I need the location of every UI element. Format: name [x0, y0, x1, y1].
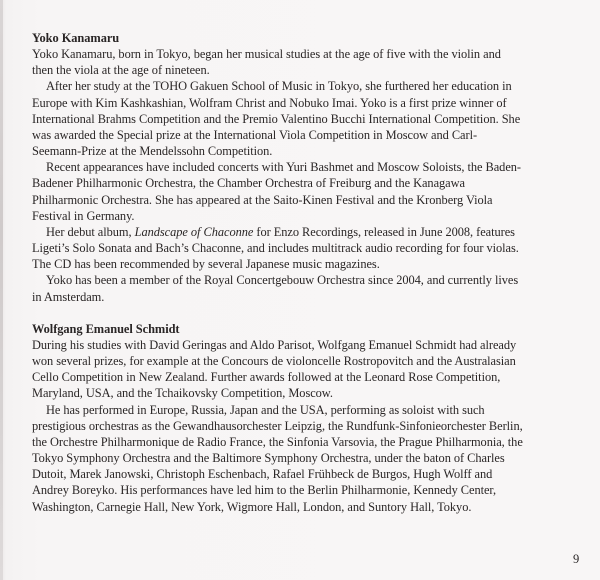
text-line: Maryland, USA, and the Tchaikovsky Competition, Moscow. — [32, 386, 333, 401]
paragraph — [32, 46, 592, 78]
text-line: Philharmonic Orchestra. She has appeared at the Saito-Kinen Festival and the Kronberg Viola — [32, 192, 493, 207]
text-line: Badener Philharmonic Orchestra, the Chamber Orchestra of Freiburg and the Kanagawa — [32, 176, 465, 191]
text-line: won several prizes, for example at the Concours de violoncelle Rostropovitch and the Australasian — [32, 354, 516, 369]
text-line: Dutoit, Marek Janowski, Christoph Eschenbach, Rafael Frühbeck de Burgos, Hugh Wolff and — [32, 467, 493, 482]
text-line: Washington, Carnegie Hall, New York, Wigmore Hall, London, and Suntory Hall, Tokyo. — [32, 499, 472, 514]
bio-section-wolfgang-emanuel-schmidt — [32, 321, 592, 515]
text-line: Festival in Germany. — [32, 208, 135, 223]
text-line: After her study at the TOHO Gakuen School of Music in Tokyo, she furthered her education in — [46, 79, 512, 94]
text-line: Cello Competition in New Zealand. Further awards followed at the Leonard Rose Competition, — [32, 370, 501, 385]
text-line: Andrey Boreyko. His performances have led him to the Berlin Philharmonie, Kennedy Center, — [32, 483, 497, 498]
paragraph — [32, 224, 592, 272]
paragraph — [32, 78, 592, 159]
page-content — [32, 30, 592, 515]
text-line: Seemann-Prize at the Mendelssohn Competition. — [32, 144, 273, 159]
text-line: The CD has been recommended by several Japanese music magazines. — [32, 257, 380, 272]
text-line: Yoko Kanamaru, born in Tokyo, began her musical studies at the age of five with the violin and — [32, 47, 501, 62]
text-line: was awarded the Special prize at the International Viola Competition in Moscow and Carl- — [32, 127, 478, 142]
paragraph — [32, 402, 592, 515]
text-line: prestigious orchestras as the Gewandhausorchester Leipzig, the Rundfunk-Sinfonieorchester Berlin, — [32, 418, 523, 433]
album-title: Landscape of Chaconne — [134, 224, 254, 239]
paragraph — [32, 337, 592, 402]
text-line: Europe with Kim Kashkashian, Wolfram Christ and Nobuko Imai. Yoko is a first prize winner of — [32, 95, 507, 110]
text-line: Tokyo Symphony Orchestra and the Baltimore Symphony Orchestra, under the baton of Charles — [32, 451, 505, 466]
text-line: Ligeti’s Solo Sonata and Bach’s Chaconne, and includes multitrack audio recording for four violas. — [32, 241, 519, 256]
text-line: Recent appearances have included concerts with Yuri Bashmet and Moscow Soloists, the Baden- — [46, 160, 521, 175]
text-line: in Amsterdam. — [32, 289, 105, 304]
text-line: During his studies with David Geringas and Aldo Parisot, Wolfgang Emanuel Schmidt had already — [32, 337, 517, 352]
page-number: 9 — [573, 552, 580, 566]
paragraph — [32, 159, 592, 224]
text-line: the Orchestre Philharmonique de Radio France, the Sinfonia Varsovia, the Prague Philharmonia, the — [32, 434, 523, 449]
text-line: He has performed in Europe, Russia, Japan and the USA, performing as soloist with such — [46, 402, 485, 417]
text-line: International Brahms Competition and the Premio Valentino Bucchi International Competition. She — [32, 111, 521, 126]
text-line — [32, 224, 592, 240]
text-line: Yoko has been a member of the Royal Concertgebouw Orchestra since 2004, and currently lives — [46, 273, 519, 288]
section-heading: Yoko Kanamaru — [32, 31, 120, 45]
paragraph — [32, 272, 592, 304]
text-run: for Enzo Recordings, released in June 2008, features — [253, 224, 515, 239]
text-run: Her debut album, — [46, 224, 135, 239]
page-edge-shadow — [0, 0, 3, 580]
section-heading: Wolfgang Emanuel Schmidt — [32, 321, 180, 336]
bio-section-yoko-kanamaru — [32, 30, 592, 305]
text-line: then the viola at the age of nineteen. — [32, 63, 210, 78]
